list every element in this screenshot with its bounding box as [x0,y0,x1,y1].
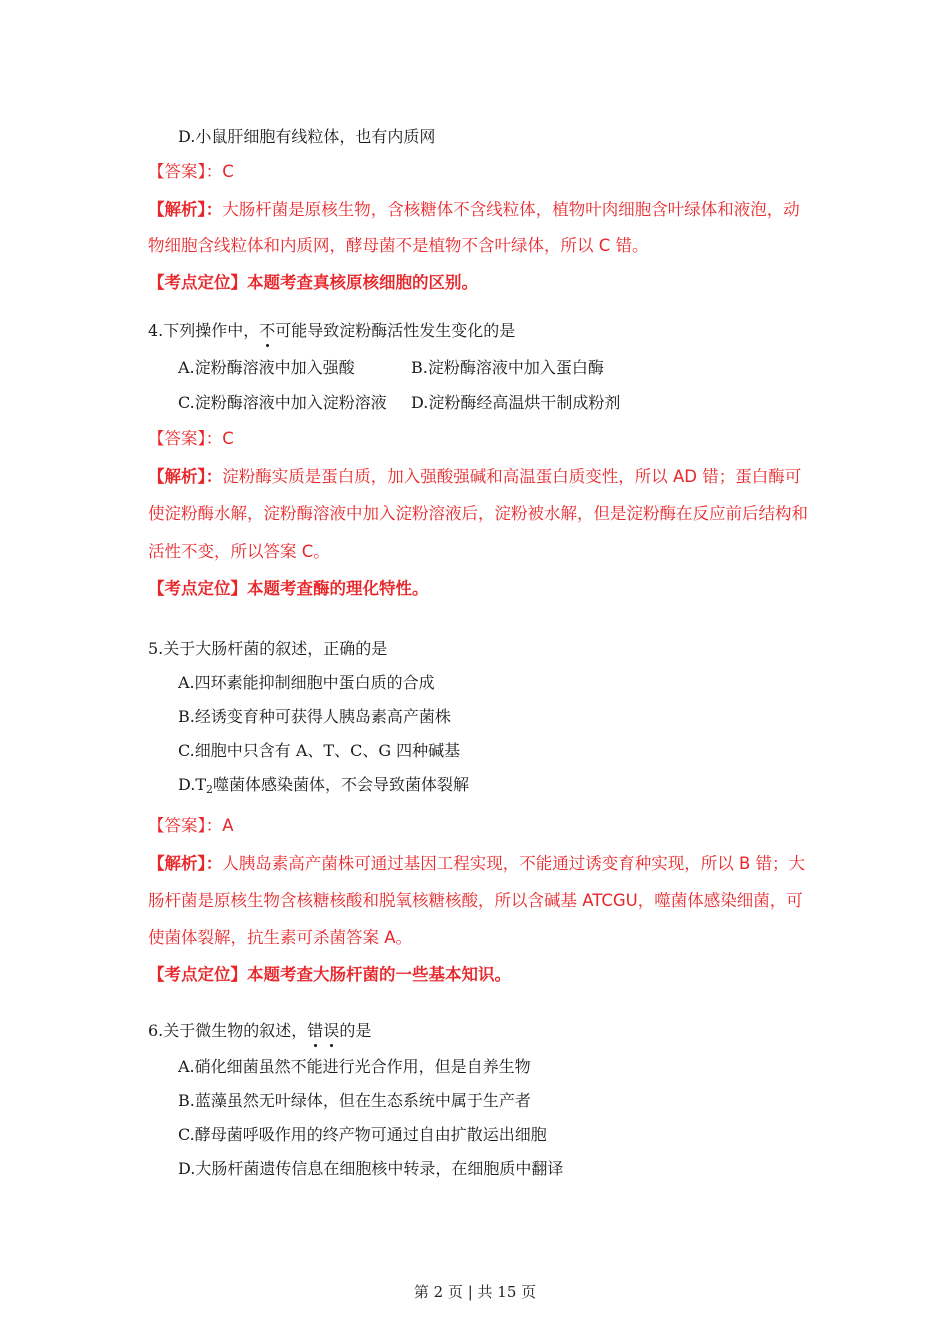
page-footer: 第 2 页 | 共 15 页 [413,1283,537,1301]
q5-answer [148,815,234,837]
q6-option-c: C.酵母菌呼吸作用的终产物可通过自由扩散运出细胞 [178,1125,547,1144]
q4-option-d: D.淀粉酶经高温烘干制成粉剂 [411,393,621,412]
q4-analysis-line1 [148,466,801,488]
q5-option-d [178,774,469,801]
analysis-text: 大肠杆菌是原核生物，含核糖体不含线粒体，植物叶肉细胞含叶绿体和液泡，动 [222,200,800,219]
stem-text: 4.下列操作中， [148,321,260,340]
emphasis-mark: 不 [259,321,276,340]
q4-stem [148,320,515,342]
analysis-label: 【解析】： [148,467,223,486]
q5-stem: 5.关于大肠杆菌的叙述，正确的是 [148,639,388,658]
analysis-text: 淀粉酶实质是蛋白质，加入强酸强碱和高温蛋白质变性，所以 AD 错；蛋白酶可 [222,467,802,486]
q4-analysis-line3: 活性不变，所以答案 C。 [148,542,330,561]
answer-value: C [222,162,234,181]
focus-text: 本题考查真核原核细胞的区别。 [247,273,478,292]
option-text: 噬菌体感染菌体，不会导致菌体裂解 [213,775,470,794]
q4-analysis-line2: 使淀粉酶水解，淀粉酶溶液中加入淀粉溶液后，淀粉被水解，但是淀粉酶在反应前后结构和 [148,504,808,523]
subscript: 2 [206,783,214,796]
q5-focus [148,964,511,986]
answer-label: 【答案】： [148,429,223,448]
analysis-label: 【解析】： [148,200,223,219]
q4-option-b: B.淀粉酶溶液中加入蛋白酶 [411,358,604,377]
q5-option-a: A.四环素能抑制细胞中蛋白质的合成 [178,673,435,692]
q4-option-a: A.淀粉酶溶液中加入强酸 [178,358,355,377]
emphasis-mark: 错 [307,1021,324,1040]
q5-analysis-line2: 肠杆菌是原核生物含核糖核酸和脱氧核糖核酸，所以含碱基 ATCGU，噬菌体感染细菌，可 [148,891,803,910]
analysis-text: 人胰岛素高产菌株可通过基因工程实现，不能通过诱变育种实现，所以 B 错；大 [222,854,806,873]
stem-text: 6.关于微生物的叙述， [148,1021,308,1040]
focus-text: 本题考查大肠杆菌的一些基本知识。 [247,965,511,984]
q5-option-c: C.细胞中只含有 A、T、C、G 四种碱基 [178,741,461,760]
q6-stem [148,1020,371,1042]
q5-analysis-line1 [148,853,805,875]
q4-option-c: C.淀粉酶溶液中加入淀粉溶液 [178,393,387,412]
analysis-label: 【解析】： [148,854,223,873]
option-text: D.T [178,775,207,794]
answer-label: 【答案】： [148,162,223,181]
q3-analysis-line1 [148,199,800,221]
answer-value: C [222,429,234,448]
focus-text: 本题考查酶的理化特性。 [247,579,429,598]
q5-option-b: B.经诱变育种可获得人胰岛素高产菌株 [178,707,451,726]
q3-option-d: D.小鼠肝细胞有线粒体，也有内质网 [178,127,436,146]
focus-label: 【考点定位】 [148,273,247,292]
q6-option-a: A.硝化细菌虽然不能进行光合作用，但是自养生物 [178,1057,531,1076]
answer-value: A [222,816,234,835]
stem-text: 可能导致淀粉酶活性发生变化的是 [275,321,516,340]
q4-answer [148,428,234,450]
focus-label: 【考点定位】 [148,965,247,984]
q3-focus [148,272,478,294]
q6-option-b: B.蓝藻虽然无叶绿体，但在生态系统中属于生产者 [178,1091,531,1110]
q3-analysis-line2: 物细胞含线粒体和内质网，酵母菌不是植物不含叶绿体，所以 C 错。 [148,236,649,255]
emphasis-mark: 误 [323,1021,340,1040]
q4-focus [148,578,429,600]
q5-analysis-line3: 使菌体裂解，抗生素可杀菌答案 A。 [148,928,413,947]
focus-label: 【考点定位】 [148,579,247,598]
q3-answer [148,161,234,183]
stem-text: 的是 [339,1021,372,1040]
q6-option-d: D.大肠杆菌遗传信息在细胞核中转录，在细胞质中翻译 [178,1159,564,1178]
answer-label: 【答案】： [148,816,223,835]
